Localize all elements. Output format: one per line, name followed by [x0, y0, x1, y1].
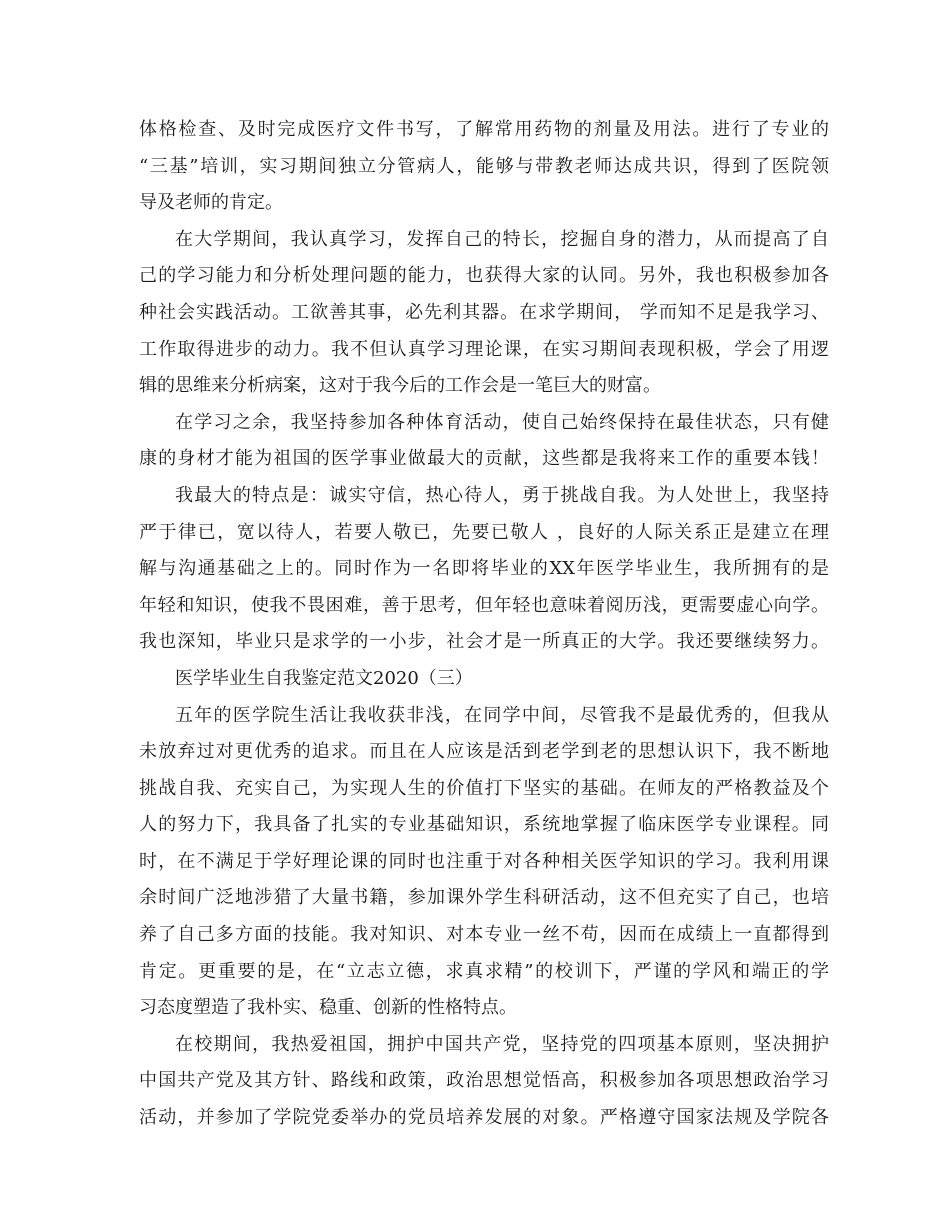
text-line: 康的身材才能为祖国的医学事业做最大的贡献，这些都是我将来工作的重要本钱！ — [139, 448, 829, 470]
text-line: 导及老师的肯定。 — [139, 192, 283, 214]
text-line: 己的学习能力和分析处理问题的能力，也获得大家的认同。另外，我也积极参加各 — [139, 265, 829, 287]
text-line: 我最大的特点是：诚实守信，热心待人，勇于挑战自我。为人处世上，我坚持 — [175, 484, 829, 506]
text-line: 解与沟通基础之上的。同时作为一名即将毕业的XX年医学毕业生，我所拥有的是 — [139, 558, 829, 580]
text-line: 辑的思维来分析病案，这对于我今后的工作会是一笔巨大的财富。 — [139, 375, 661, 397]
text-line: 在大学期间，我认真学习，发挥自己的特长，挖掘自身的潜力，从而提高了自 — [175, 228, 829, 250]
text-line: 年轻和知识，使我不畏困难，善于思考，但年轻也意味着阅历浅，更需要虚心向学。 — [139, 594, 829, 616]
text-line: “三基”培训，实习期间独立分管病人，能够与带教老师达成共识，得到了医院领 — [139, 155, 829, 177]
text-line: 我也深知，毕业只是求学的一小步，社会才是一所真正的大学。我还要继续努力。 — [139, 631, 829, 653]
text-line: 中国共产党及其方针、路线和政策，政治思想觉悟高，积极参加各项思想政治学习 — [139, 1070, 829, 1092]
text-line: 未放弃过对更优秀的追求。而且在人应该是活到老学到老的思想认识下，我不断地 — [139, 741, 829, 763]
text-line: 挑战自我、充实自己，为实现人生的价值打下坚实的基础。在师友的严格教益及个 — [139, 777, 829, 799]
text-line: 习态度塑造了我朴实、稳重、创新的性格特点。 — [139, 997, 517, 1019]
text-line: 体格检查、及时完成医疗文件书写，了解常用药物的剂量及用法。进行了专业的 — [139, 119, 829, 140]
text-line: 人的努力下，我具备了扎实的专业基础知识，系统地掌握了临床医学专业课程。同 — [139, 814, 829, 836]
text-line: 时，在不满足于学好理论课的同时也注重于对各种相关医学知识的学习。我利用课 — [139, 850, 829, 872]
text-line: 工作取得进步的动力。我不但认真学习理论课，在实习期间表现积极，学会了用逻 — [139, 338, 829, 360]
text-line: 严于律已，宽以待人，若要人敬已，先要已敬人 ，良好的人际关系正是建立在理 — [139, 521, 829, 543]
text-line: 养了自己多方面的技能。我对知识、对本专业一丝不苟，因而在成绩上一直都得到 — [139, 924, 829, 946]
text-line: 种社会实践活动。工欲善其事，必先利其器。在求学期间， 学而知不足是我学习、 — [139, 301, 829, 323]
text-line: 五年的医学院生活让我收获非浅，在同学中间，尽管我不是最优秀的，但我从 — [175, 704, 829, 726]
text-line: 活动，并参加了学院党委举办的党员培养发展的对象。严格遵守国家法规及学院各 — [139, 1107, 829, 1129]
text-line: 肯定。更重要的是，在“立志立德，求真求精”的校训下，严谨的学风和端正的学 — [139, 960, 829, 982]
text-line: 医学毕业生自我鉴定范文2020（三） — [175, 667, 473, 689]
text-line: 在校期间，我热爱祖国，拥护中国共产党，坚持党的四项基本原则，坚决拥护 — [175, 1033, 829, 1055]
text-line: 余时间广泛地涉猎了大量书籍，参加课外学生科研活动，这不但充实了自己，也培 — [139, 887, 829, 909]
text-line: 在学习之余，我坚持参加各种体育活动，使自己始终保持在最佳状态，只有健 — [175, 411, 829, 433]
document-body — [139, 112, 829, 1137]
